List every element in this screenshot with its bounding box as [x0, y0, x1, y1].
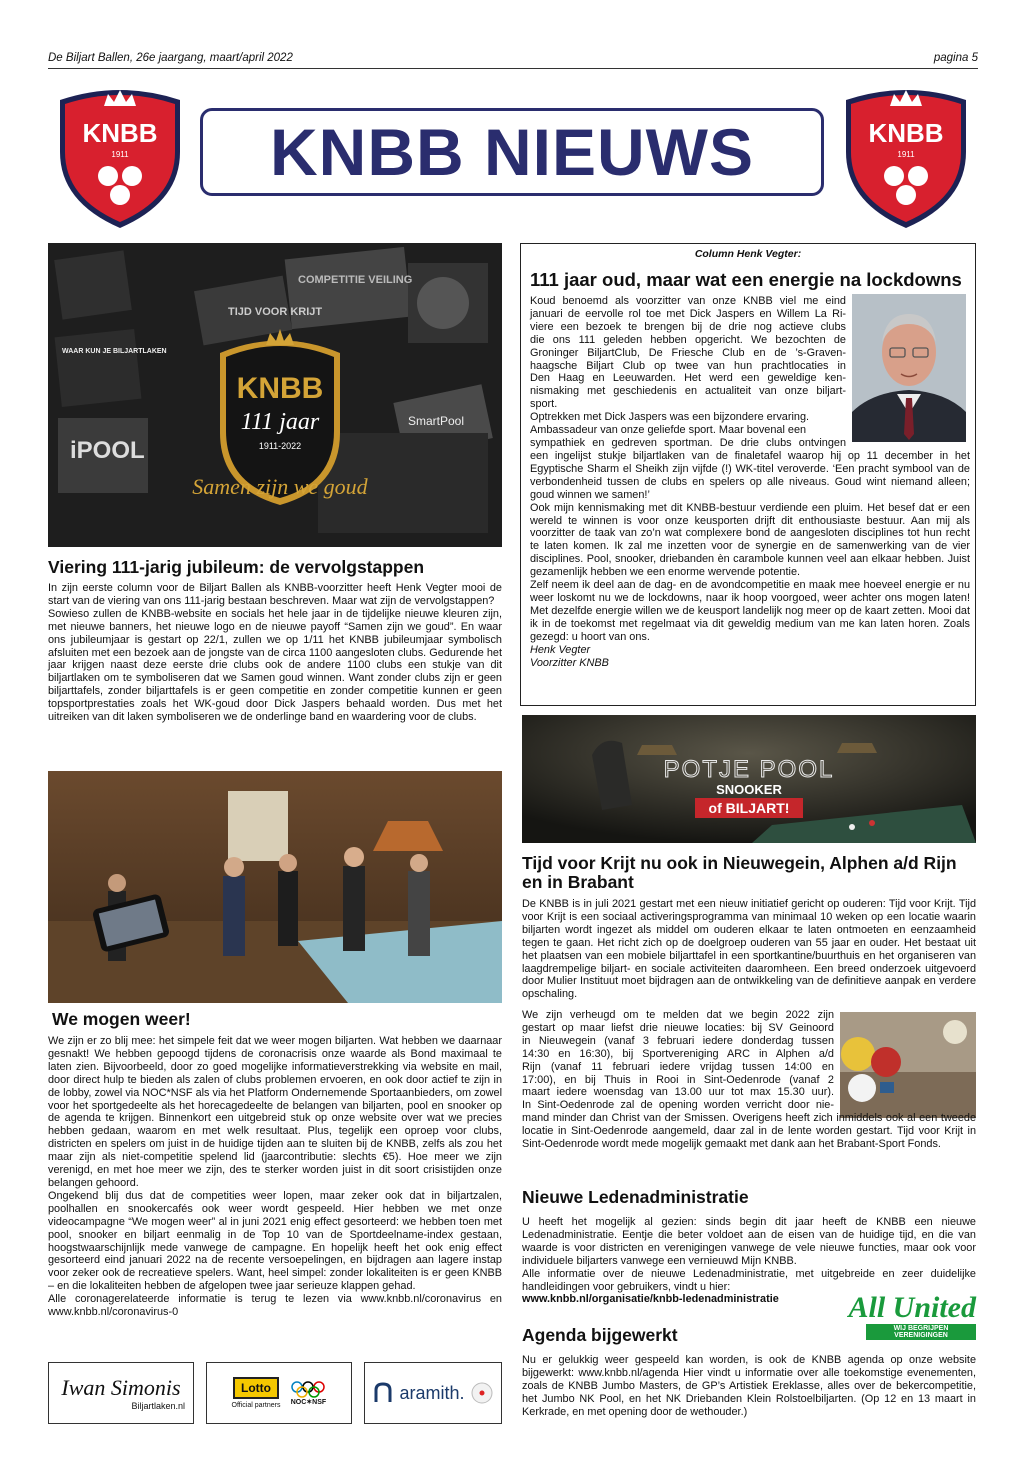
shield-year: 1911 [897, 150, 915, 159]
weer-body [48, 1035, 502, 1319]
tile-smartpool: SmartPool [408, 414, 465, 428]
banner-snooker: SNOOKER [716, 782, 782, 797]
paragraph: Ook mijn kennismaking met dit KNBB-bestuur verdiende een pluim. Het besef dat er een wereld te winnen is voor onze keusporten drijft dit enthousiaste bestuur. Aan mij als voorzitter de taak van zo’n wat complexere bond de aangesloten disciplines tot hun recht te laten komen. Ik zal me inzetten voor de synergie en de samenwerking van de vier disciplines. Pool, snooker, driebanden èn carambole kunnen veel aan elkaar hebben. Juist gezamenlijk hebben we een enorme wervende potentie. [530, 501, 970, 579]
lotto-mark: Lotto [233, 1377, 279, 1399]
publication-info: De Biljart Ballen, 26e jaargang, maart/april 2022 [48, 52, 293, 64]
slogan: Samen zijn we goud [192, 474, 368, 499]
text-line: Rijn (vanaf 11 februari iedere vrijdag tussen 14:00 en [522, 1060, 834, 1073]
jubilee-collage-image [48, 243, 502, 547]
krijt-body-2: mand minder dan Christ van der Smissen. Overigens heeft zich inmiddels ook al een tweede locatie in Sint-Oedenrode aangemeld, daar zal in de lente worden gestart. Tijd voor Krijt in Sint-Oedenrode wordt mede mogelijk gemaakt met dank aan het Brabant-Sport Fonds. [522, 1112, 976, 1150]
signature-role: Voorzitter KNBB [530, 656, 609, 669]
potje-pool-banner[interactable] [522, 715, 976, 843]
shield-text: KNBB [868, 118, 944, 148]
aramith-name: aramith. [399, 1382, 465, 1403]
tile-ipool: iPOOL [70, 437, 145, 464]
olympic-rings-icon [290, 1380, 326, 1398]
knbb-shield-logo-left [52, 82, 188, 232]
all-united-name: All United [848, 1291, 976, 1324]
simonis-logo[interactable] [48, 1362, 194, 1424]
text-line: 17:00), en bij Thuis in Rooi in Sint-Oedenrode (vanaf 2 [522, 1073, 834, 1086]
agenda-heading: Agenda bijgewerkt [522, 1325, 678, 1345]
lotto-nocnsf-logo[interactable] [206, 1362, 352, 1424]
krijt-heading: Tijd voor Krijt nu ook in Nieuwegein, Alphen a/d Rijn en in Brabant [522, 853, 957, 892]
text-line: In Sint-Oedenrode zal de opening worden verricht door nie- [522, 1099, 834, 1112]
text-line: maart iedere woensdag van 13.00 uur tot max 15.30 uur). [522, 1086, 834, 1099]
shield-text: KNBB [82, 118, 158, 148]
page-number: pagina 5 [933, 52, 978, 64]
jubilee-body [48, 582, 502, 724]
column-wrap-text [530, 295, 846, 450]
paragraph: Sowieso zullen de KNBB-website en socials het hele jaar in de tijdelijke nieuwe kleuren zijn, met nieuwe banners, het nieuwe logo en de nieuwe payoff “Samen zijn we goud”. En waar ons jubileumjaar is gestart op 22/1, zullen we op 1/11 het KNBB jubileumjaar symbolisch afsluiten met een bezoek aan de jongste van de circa 1100 aangesloten clubs. Gedurende het jaar krijgen naast deze eerste drie clubs ook de andere 1100 clubs een stukje van dit biljartlaken om te symboliseren dat we Samen goud winnen. Want zonder clubs zijn er geen biljarttafels, zonder biljarttafels is er geen competitie en zonder competitie kunnen er geen topsportprestaties zoals het WK-goud door Dick Jaspers behaald worden. Dus met het uitreiken van dit laken symboliseren we de onderlinge band en waardering voor de clubs. [48, 607, 502, 724]
henk-vegter-portrait [852, 294, 966, 442]
tile-tijd: TIJD VOOR KRIJT [228, 306, 323, 318]
club-visit-photo [48, 771, 502, 1003]
running-header [48, 52, 978, 64]
text-line: gestart op maar liefst drie nieuwe locaties: bij SV Geinoord [522, 1021, 834, 1034]
shield-year: 1911 [111, 150, 129, 159]
text-line: die ons 111 geleden hebben opgericht. We bezochten de [530, 333, 846, 346]
text-line: haagsche Biljart Club op twee van hun prachtlocaties in [530, 359, 846, 372]
text-line: viere een bezoek te brengen bij de drie nog actieve clubs [530, 320, 846, 333]
lotto-sub: Official partners [231, 1402, 281, 1409]
text-line: Groninger BiljartClub, De Friesche Club en de ’s-Graven- [530, 346, 846, 359]
noc-label: NOC✶NSF [290, 1399, 327, 1406]
all-united-tagline: WIJ BEGRIJPEN VERENIGINGEN [866, 1324, 976, 1340]
paragraph: We zijn er zo blij mee: het simpele feit dat we weer mogen biljarten. Wat hebben we daarnaar gesnakt! We hebben gepoogd tijdens de coronacrisis onze waarde als Bond maximaal te laten zien. Bijvoorbeeld, door zo goed mogelijke informatieverstrekking via website en mail, door direct hulp te bieden als zalen of clubs problemen ervoeren, en ook door actief te zijn in de lobby, zowel via NOC*NSF als via het Platform Ondernemende Sportaanbieders, om zowel voor het sportgedeelte als het horecagedeelte de belangen van biljarten, pool en snooker op de agenda te krijgen. Binnenkort een uitgebreid stuk op onze website over wat we precies hebben gedaan, waarom en met welk resultaat. Plus, tegelijk een oproep voor clubs, districten en spelers om juist in de huidige tijden aan te sluiten bij de KNBB, zelfs als zou het maar zijn als niet-competitie spelend lid (jaarcontributie: slechts €5). Hoe meer we zijn verenigd, en met hoe meer we zijn, des te sterker worden juist in dit soort crisistijden onze belangen gehoord. [48, 1035, 502, 1189]
badge-knbb: KNBB [236, 372, 324, 405]
billiard-balls-photo [840, 1012, 976, 1118]
leden-heading: Nieuwe Ledenadministratie [522, 1187, 749, 1207]
text-line: nismaking met geschiedenis en actualiteit van onze biljart- [530, 385, 846, 398]
text-line: in Nieuwegein (vanaf 3 februari iedere donderdag tussen [522, 1034, 834, 1047]
page-title: KNBB NIEUWS [270, 115, 754, 189]
column-body [530, 450, 970, 669]
column-heading: 111 jaar oud, maar wat een energie na lockdowns [530, 269, 962, 290]
leden-link[interactable]: www.knbb.nl/organisatie/knbb-ledenadministratie [522, 1293, 779, 1306]
aramith-icon [373, 1382, 393, 1404]
text-line: sympathiek en gedreven sportman. De drie clubs ontvingen [530, 436, 846, 449]
header-rule [48, 68, 978, 69]
signature-name: Henk Vegter [530, 643, 591, 656]
paragraph: U heeft het mogelijk al gezien: sinds begin dit jaar heeft de KNBB een nieuwe Ledenadministratie. Eentje die beter voldoet aan de eisen van de huidige tijd, en die van waarde is voor districten en verenigingen vanwege de vele nieuwe functies, maar ook voor individuele biljarters vanwege een vernieuwd Mijn KNBB. [522, 1216, 976, 1267]
paragraph: In zijn eerste column voor de Biljart Ballen als KNBB-voorzitter heeft Henk Vegter mooi de start van de viering van ons 111-jarig bestaan beschreven. Maar wat zijn de vervolgstappen? [48, 582, 502, 607]
banner-biljart: of BILJART! [708, 800, 790, 816]
text-line: Optrekken met Dick Jaspers was een bijzondere ervaring. [530, 411, 810, 424]
agenda-body: Nu er gelukkig weer gespeeld kan worden, is ook de KNBB agenda op onze website bijgewerkt: www.knbb.nl/agenda Hier vindt u informatie over alle toekomstige evenementen, zoals de KNBB Jumbo Masters, de GP’s Artistiek Ereklasse, alles over de bekercompetitie, het Jumbo NK Pool, en het NK Driebanden Klein Rolstoelbiljarten. (Op 12 en 13 maart in Kerkrade, en met opening door de wethouder.) [522, 1354, 976, 1418]
text-line: januari de eervolle rol toe met Dick Jaspers en Willem La Ri- [530, 307, 846, 320]
cue-ball-icon [471, 1382, 493, 1404]
knbb-shield-logo-right [838, 82, 974, 232]
text-line: Koud benoemd als voorzitter van onze KNBB viel me eind [530, 295, 846, 307]
text-line: Ambassadeur van onze geliefde sport. Maar bovenal een [530, 424, 807, 437]
text-line: Den Haag en Leeuwarden. Het werd een geweldige ken- [530, 372, 846, 385]
jubilee-heading: Viering 111-jarig jubileum: de vervolgstappen [48, 557, 425, 577]
text-line: sport. [530, 398, 558, 411]
paragraph: Zelf neem ik deel aan de dag- en de avondcompetitie en maak mee hoeveel energie er nu weer loskomt nu we de lockdowns, naar ik hoop voorgoed, weer achter ons mogen laten! Met dezelfde energie willen we de keusport landelijk nog meer op de kaart zetten. Mooi dat ik in de toekomst met regelmaat via dit geweldig medium van me kan laten horen. Zoals gezegd: u hoort van ons. [530, 579, 970, 643]
simonis-sub: Biljartlaken.nl [131, 1401, 185, 1411]
krijt-body-1: De KNBB is in juli 2021 gestart met een nieuw initiatief gericht op ouderen: Tijd voor Krijt. Tijd voor Krijt is een sociaal activeringsprogramma van minimaal 10 weken op een locatie waarin biljarten wordt ingezet als middel om ouderen elkaar te laten ontmoeten en eenzaamheid tegen te gaan. Het richt zich op de doelgroep ouderen van 55 jaar en ouder. Het bestaat uit het plaatsen van een mobiele biljarttafel in een sportkantine/buurthuis en het organiseren van laagdrempelige biljart- en sociale activiteiten daaromheen. Een breed onderzoek uitgevoerd door Mulier Instituut moet bijdragen aan de ontwikkeling van de definitieve aanpak en verdere opschaling. [522, 898, 976, 1001]
title-box [200, 108, 824, 196]
column-label: Column Henk Vegter: [694, 248, 802, 260]
tile-waar: WAAR KUN JE BILJARTLAKEN [62, 348, 167, 355]
simonis-name: Iwan Simonis [61, 1375, 181, 1400]
collage-graphic [48, 243, 502, 547]
krijt-wrap-text [522, 1009, 834, 1112]
text-line: We zijn verheugd om te melden dat we begin 2022 zijn [522, 1009, 834, 1021]
all-united-logo[interactable] [832, 1292, 976, 1342]
banner-title: POTJE POOL [663, 756, 835, 783]
text-line: 14:30 en 16:30), bij Sportvereniging ARC in Alphen a/d [522, 1047, 834, 1060]
paragraph: Alle informatie over de nieuwe Ledenadministratie, met uitgebreide en zeer duidelijke handleidingen voor gebruikers, vindt u hier: [522, 1267, 976, 1293]
paragraph: een ingelijst stukje biljartlaken van de finaletafel waarop hij op 11 december in het Egyptische Sharm el Sheikh zijn vijfde (!) WK-titel veroverde. ‘Een pracht symbool van de verbondenheid tussen de clubs en spelers op alle niveaus. Goud wint niemand alleen; goud winnen we samen!’ [530, 450, 970, 501]
tile-competitie: COMPETITIE VEILING [298, 274, 413, 286]
paragraph: Ongekend blij dus dat de competities weer lopen, maar zeker ook dat in biljartzalen, poolhallen en snookercafés ook weer wordt gespeeld. Hier hebben we met onze videocampagne “We mogen weer” al in juni 2021 enig effect gesorteerd: we hebben toen met pool, snooker en biljart eenmalig in de Top 10 van de Sportdeelname-index gestaan, hoogstwaarschijnlijk mede vanwege de campagne. En hopelijk heeft het ook enig effect gesorteerd eind januari 2022 na de recente versoepelingen, en bijdragen aan lagere instap voor zeker ook de recreatieve spelers. Want, heel simpel: zonder lokaliteiten is er geen KNBB – en die lokaliteiten hebben de afgelopen twee jaar serieuze klappen gehad. [48, 1189, 502, 1293]
aramith-logo[interactable] [364, 1362, 502, 1424]
badge-years: 1911-2022 [258, 441, 302, 451]
weer-heading: We mogen weer! [52, 1009, 191, 1029]
badge-111-jaar: 111 jaar [240, 409, 320, 435]
paragraph: Alle coronagerelateerde informatie is terug te lezen via www.knbb.nl/coronavirus en www.knbb.nl/coronavirus-0 [48, 1293, 502, 1319]
